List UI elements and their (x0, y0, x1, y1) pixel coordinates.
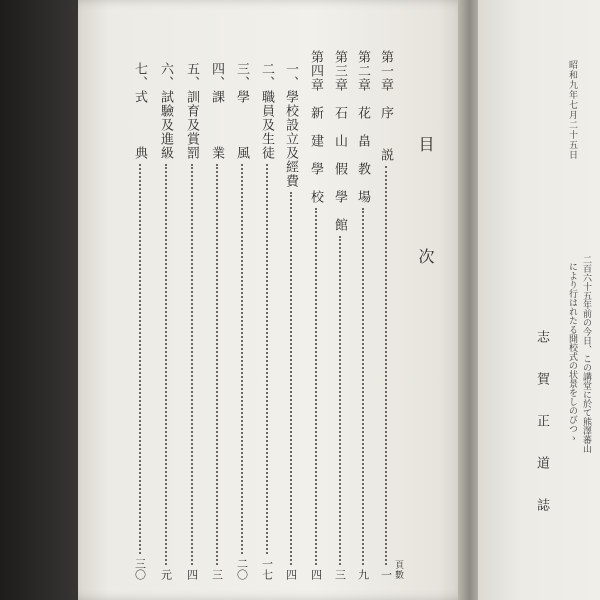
toc-entry-section-3 (232, 62, 251, 580)
toc-entry-label: 三、學 風 (234, 62, 249, 160)
page-number-heading: 頁數 (393, 560, 403, 580)
toc-entry-chapter-2 (353, 50, 372, 580)
dot-leader (362, 208, 364, 565)
preface-line-2: により行はれたる開校式の状景をしのびつゝ (567, 262, 577, 442)
dot-leader (266, 164, 268, 554)
toc-entry-section-2 (257, 62, 276, 580)
toc-entry-label: 四、課 業 (209, 62, 224, 160)
toc-entry-section-5 (182, 62, 201, 580)
toc-entry-page: 四 (284, 569, 298, 580)
toc-entry-page: 一 (379, 569, 393, 580)
toc-entry-page: 三 (333, 569, 347, 580)
toc-entry-label: 二、職員及生徒 (259, 62, 274, 160)
toc-entry-page: 四 (185, 569, 199, 580)
toc-entry-label: 第四章 新 建 學 校 (308, 50, 323, 204)
dot-leader (216, 164, 218, 565)
toc-entry-chapter-3 (330, 50, 349, 580)
toc-entry-section-1 (281, 62, 300, 580)
dot-leader (339, 236, 341, 565)
toc-entry-label: 六、試驗及進級 (158, 62, 173, 160)
toc-entry-label: 七、式 典 (132, 62, 147, 160)
toc-entry-section-7 (130, 62, 149, 580)
toc-entry-label: 第三章 石 山 假 學 館 (332, 50, 347, 232)
toc-entry-section-4 (207, 62, 226, 580)
toc-title: 目 次 (416, 136, 435, 304)
preface-date: 昭和九年七月二十五日 (567, 60, 577, 160)
toc-entry-label: 第一章 序 説 (378, 50, 393, 162)
show-through-text (442, 60, 463, 75)
toc-entry-page: 三 (210, 569, 224, 580)
toc-entry-page: 九 (356, 569, 370, 580)
preface-line-1: 二百六十五年前の今日、この講堂に於て熊澤蕃山 (581, 255, 591, 453)
toc-entry-page: 二〇 (235, 558, 249, 580)
toc-entry-page: 四 (309, 569, 323, 580)
toc-entry-section-6 (156, 62, 175, 580)
toc-entry-label: 五、訓育及賞罰 (184, 62, 199, 160)
dot-leader (241, 164, 243, 554)
dot-leader (385, 166, 387, 565)
toc-entry-page: 一七 (260, 558, 274, 580)
toc-entry-label: 一、學校設立及經費 (283, 62, 298, 188)
toc-entry-chapter-4 (306, 50, 325, 580)
dot-leader (290, 192, 292, 565)
toc-entry-label: 第二章 花 畠 教 場 (355, 50, 370, 204)
dot-leader (139, 164, 141, 554)
toc-entry-chapter-1 (376, 50, 395, 580)
dot-leader (165, 164, 167, 565)
toc-entry-page: 三〇 (133, 558, 147, 580)
dot-leader (191, 164, 193, 565)
preface-author: 志 賀 正 道 誌 (534, 330, 549, 519)
desk-background (0, 0, 86, 600)
toc-entry-page: 元 (159, 569, 173, 580)
dot-leader (315, 208, 317, 565)
